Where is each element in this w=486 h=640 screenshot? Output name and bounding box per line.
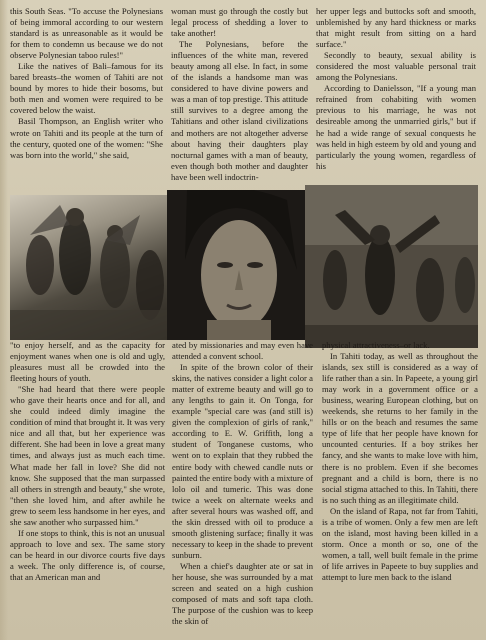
paragraph: In Tahiti today, as well as throughout the islands, sex still is considered as a way of life rather than a sin. In Papeete, a young girl may work in a government office or a business, wearing European clothing, but on weekends, she returns to her family in the hills or on the beach and resumes the same type of life that her people have known for uncounted centuries. If a boy strikes her fancy, and she wants to make love with him, there is no problem. Even if she becomes pregnant and a child is born, there is no social stigma attached to this. In Tahiti, there is no such thing as an illegitimate child. <box>322 351 478 505</box>
paragraph: Like the natives of Bali–famous for its bared breasts–the women of Tahiti are not bound by mores to hide their bosoms, but both men and women were required to be covered below the waist. <box>10 61 163 116</box>
paragraph: If one stops to think, this is not an unusual approach to love and sex. The same story can be heard in our divorce courts five days a week. The only difference is, of course, that an American man and <box>10 527 165 582</box>
paragraph: On the island of Rapa, not far from Tahiti, is a tribe of women. Only a few men are left on the island, most having been killed in a storm. Once a month or so, one of the women, a tall, well built female in the prime of life arrives in Papeete to buy supplies and attempt to lure men back to the island <box>322 505 478 582</box>
page-gutter-shadow <box>0 0 8 640</box>
woman-portrait-illustration <box>167 190 305 340</box>
paragraph: her upper legs and buttocks soft and smooth, unblemished by any hard thickness or marks that might result from sitting on a hard surface." <box>316 6 476 50</box>
top-column-2 <box>171 6 308 183</box>
paragraph: According to Danielsson, "If a young man refrained from cohabiting with women previous to his marriage, he was not desireable among the unmarried girls," but if he had a wide range of sexual conquests he was held in high esteem by old and young and particularly the young women, regardless of his <box>316 83 476 171</box>
bottom-column-1 <box>10 340 165 583</box>
paragraph: The Polynesians, before the influences of the white man, revered beauty among all else. In fact, in some of the islands a handsome man was considered to have divine powers and was a man of top prestige. This attitude still survives to a degree among the Tahitians and other island civilizations and mothers are not altogether adverse about having their daughters play nocturnal games with a man of beauty, even though both mother and daughter have been well indoctrin- <box>171 39 308 182</box>
paragraph: this South Seas. "To accuse the Polynesians of being immoral according to our western standard is as unreasonable as it would be for them to condemn us because we do not observe Polynesian taboo rules!" <box>10 6 163 61</box>
paragraph: "to enjoy herself, and as the capacity for enjoyment wanes when one is old and ugly, pleasures must all be crowded into the fleeting hours of youth. <box>10 340 165 384</box>
paragraph: When a chief's daughter ate or sat in her house, she was surrounded by a mat screen and seated on a high cushion composed of mats and soft tapa cloth. The purpose of the cushion was to keep the skin of <box>172 560 313 627</box>
paragraph: ated by missionaries and may even have attended a convent school. <box>172 340 313 362</box>
top-column-3 <box>316 6 476 172</box>
paragraph: Basil Thompson, an English writer who wrote on Tahiti and its people at the turn of the century, quoted one of the women: "She was born into the world," she said, <box>10 116 163 160</box>
paragraph: "She had heard that there were people who gave their hearts once and for all, and she could indeed dimly imagine the condition of mind that brought it. It was very nice and all that, but her experience was different. She had been in love a great many times, and always just as much each time. What made her fall in love? She did not know. She supposed that the man surpassed all others in strength and beauty," she wrote, "then she loved him, and after awhile he grew to seem less handsome in her eyes, and she saw another who surpassed him." <box>10 384 165 527</box>
dancers-right-illustration <box>305 185 478 348</box>
top-column-1 <box>10 6 163 161</box>
paragraph: In spite of the brown color of their skins, the natives consider a light color a matter of extreme beauty and will go to any lengths to gain it. On Tonga, for example "special care was (and still is) given the complexion of girls of rank," according to E. W. Griffith, long a student of Tonganese customs, who went on to explain that they rubbed the entire body with chewed candle nuts or painted the entire body with a mixture of lolo oil and tumeric. This was done twice a week on alternate weeks and after several hours was washed off, and the skin dressed with oil to produce a smooth glistening surface; finally it was necessary to keep in the shade to prevent sunburn. <box>172 362 313 560</box>
dancers-left-illustration <box>10 195 167 340</box>
bottom-column-3 <box>322 340 478 583</box>
paragraph: Secondly to beauty, sexual ability is considered the most valuable personal trait among the Polynesians. <box>316 50 476 83</box>
photo-dancers-right <box>305 185 478 348</box>
photo-dancers-left <box>10 195 167 340</box>
bottom-column-2 <box>172 340 313 627</box>
photo-woman-portrait <box>167 190 305 340</box>
paragraph: woman must go through the costly but legal process of shedding a lover to take another! <box>171 6 308 39</box>
paragraph: physical attractiveness–or lack. <box>322 340 430 350</box>
